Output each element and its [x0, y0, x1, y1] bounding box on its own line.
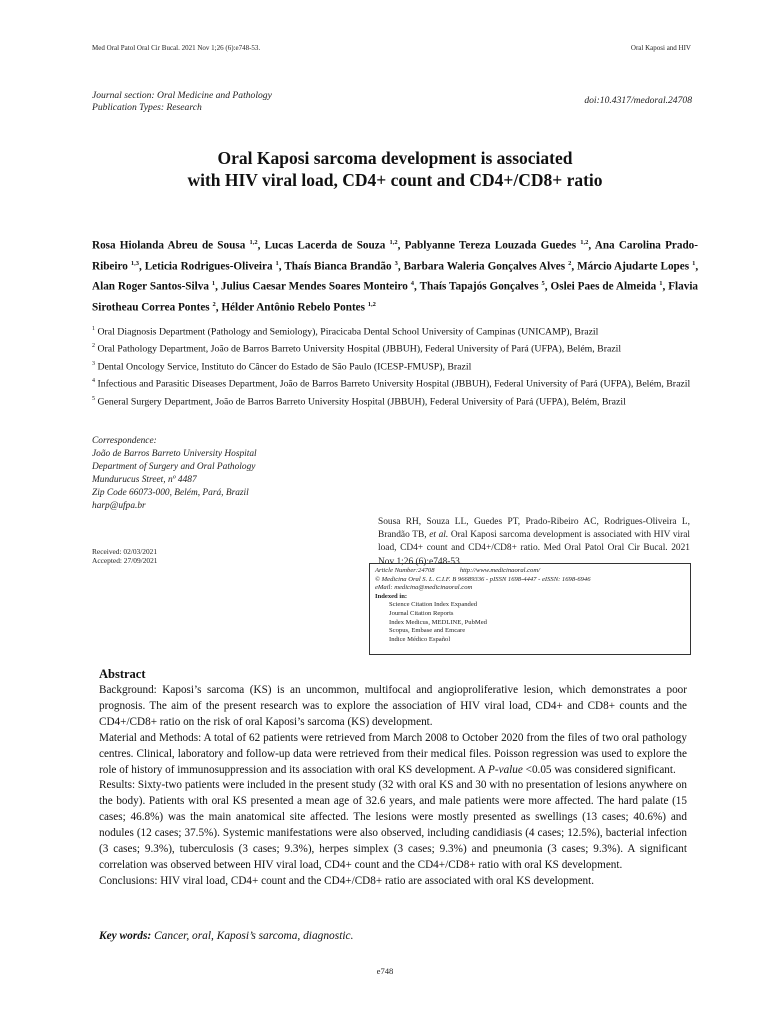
correspondence-line: Zip Code 66073-000, Belém, Pará, Brazil: [92, 488, 249, 499]
keywords-label: Key words:: [99, 930, 152, 942]
publication-type: Publication Types: Research: [92, 101, 202, 113]
index-item: Scopus, Embase and Emcare: [389, 627, 466, 635]
journal-info: [92, 90, 272, 113]
author-affiliation-marker: 1,2: [367, 301, 376, 309]
correspondence-line: João de Barros Barreto University Hospital: [92, 449, 257, 460]
author-list: Rosa Hiolanda Abreu de Sousa $^{1,2}$, Lucas Lacerda de Souza $^{1,2}$, Pablyanne Tereza Louzada Guedes $^{1,2}$, Ana Carolina Prado-Ribeiro $^{1,3}$, Leticia Rodrigues-Oliveira $^1$, Thaís Bianca Brandão $^3$, Barbara Waleria Gonçalves Alves $^2$, Márcio Ajudarte Lopes $^1$, Alan Roger Santos-Silva $^1$, Julius Caesar Mendes Soares Monteiro $^4$, Thaís Tapajós Gonçalves $^5$, Oslei Paes de Almeida $^1$, Flavia Sirotheau Correa Pontes $^2$, Hélder Antônio Rebelo Pontes $^{1,2}$: [92, 239, 699, 314]
correspondence-block: [92, 435, 257, 514]
correspondence-label: Correspondence:: [92, 436, 157, 446]
title-line-2: with HIV viral load, CD4+ count and CD4+/CD8+ ratio: [187, 170, 603, 190]
author-name: Oslei Paes de Almeida: [550, 281, 657, 294]
affiliation-text: Oral Diagnosis Department (Pathology and Semiology), Piracicaba Dental School University of Campinas (UNICAMP), Brazil: [97, 326, 599, 338]
author-name: Lucas Lacerda de Souza: [264, 239, 386, 252]
methods-threshold: <0.05 was considered significant.: [525, 763, 676, 776]
affiliation-item: [92, 392, 698, 409]
author-affiliation-marker: 3: [394, 259, 398, 267]
affiliation-item: [92, 374, 698, 391]
author-name: Hélder Antônio Rebelo Pontes: [221, 301, 365, 314]
citation-etal: et al.: [429, 530, 449, 541]
author-affiliation-marker: 1,3: [130, 259, 139, 267]
author-affiliation-marker: 5: [541, 280, 545, 288]
author-affiliation-marker: 2: [568, 259, 572, 267]
citation-authors: Sousa RH, Souza LL, Guedes PT, Prado-Ribeiro AC, Rodrigues-Oliveira L, Brandão TB,: [378, 517, 690, 541]
accepted-date: Accepted: 27/09/2021: [92, 556, 158, 566]
author-affiliation-marker: 4: [410, 280, 415, 288]
author-affiliation-marker: 1,2: [580, 239, 589, 246]
pvalue-term: P-value: [488, 763, 523, 776]
author-affiliation-marker: 2: [212, 301, 216, 309]
abstract-background: Background: Kaposi’s sarcoma (KS) is an uncommon, multifocal and angioproliferative lesion, which demonstrates a poor prognosis. The aim of the present research was to explore the association of HIV viral load, CD4+ and CD8+ counts and the CD4+/CD8+ ratio on the risk of oral Kaposi’s sarcoma (KS) development.: [99, 684, 687, 728]
affiliation-text: Dental Oncology Service, Instituto do Câncer do Estado de São Paulo (ICESP-FMUSP), Brazil: [97, 361, 472, 373]
indexed-label: Indexed in:: [375, 592, 408, 600]
affiliation-item: [92, 339, 698, 356]
copyright-line: © Medicina Oral S. L. C.I.F. B 96689336 - pISSN 1698-4447 - eISSN: 1698-6946: [375, 575, 591, 583]
abstract-body: [99, 683, 687, 890]
index-item: Indice Médico Español: [389, 635, 451, 643]
affiliation-list: [92, 322, 698, 409]
author-name: Thaís Tapajós Gonçalves: [419, 281, 539, 294]
abstract-conclusions: Conclusions: HIV viral load, CD4+ count and the CD4+/CD8+ ratio are associated with oral KS development.: [99, 874, 595, 887]
author-name: Márcio Ajudarte Lopes: [577, 260, 690, 273]
affiliation-number: 5: [92, 395, 95, 402]
keywords: [99, 930, 353, 942]
author-affiliation-marker: 1: [275, 259, 279, 267]
affiliation-item: [92, 322, 698, 339]
index-item: Index Medicus, MEDLINE, PubMed: [389, 618, 487, 626]
article-title: [92, 147, 698, 191]
author-name: Julius Caesar Mendes Soares Monteiro: [220, 281, 408, 294]
author-name: Flavia Sirotheau Correa Pontes: [92, 281, 699, 314]
author-affiliation-marker: 1,2: [389, 239, 398, 246]
page-number: e748: [376, 966, 394, 976]
author-affiliation-marker: 1: [659, 280, 663, 288]
correspondence-line: Mundurucus Street, nº 4487: [92, 475, 197, 486]
affiliation-number: 1: [92, 326, 95, 332]
affiliation-number: 4: [92, 378, 95, 385]
author-name: Rosa Hiolanda Abreu de Sousa: [92, 239, 246, 252]
index-list: [375, 601, 690, 644]
affiliation-text: Infectious and Parasitic Diseases Department, João de Barros Barreto University Hospital (JBBUH), Federal University of Pará (UFPA), Belém, Brazil: [97, 378, 691, 390]
correspondence-email[interactable]: harp@ufpa.br: [92, 501, 146, 512]
author-name: Leticia Rodrigues-Oliveira: [144, 260, 273, 273]
index-item: Science Citation Index Expanded: [389, 601, 478, 609]
running-header-left: Med Oral Patol Oral Cir Bucal. 2021 Nov 1;26 (6):e748-53.: [92, 44, 261, 52]
author-affiliation-marker: 1,2: [249, 239, 258, 246]
affiliation-number: 3: [92, 360, 95, 367]
methods-text: Material and Methods: A total of 62 patients were retrieved from March 2008 to October 2020 from the files of two oral pathology centres. Clinical, laboratory and follow-up data were retrieved from their medical files. Poisson regression was used to explore the role of history of immunosuppression and its association with oral KS development. A: [99, 731, 687, 776]
citation-block: [378, 516, 690, 569]
author-name: Ana Carolina Prado-Ribeiro: [92, 239, 699, 273]
correspondence-line: Department of Surgery and Oral Pathology: [92, 462, 256, 473]
article-number: Article Number:24708: [375, 567, 435, 574]
author-affiliation-marker: 1: [692, 259, 696, 267]
abstract-heading: Abstract: [99, 667, 146, 681]
author-name: Pablyanne Tereza Louzada Guedes: [404, 239, 577, 252]
affiliation-number: 2: [92, 343, 95, 350]
affiliation-text: Oral Pathology Department, João de Barros Barreto University Hospital (JBBUH), Federal University of Pará (UFPA), Belém, Brazil: [97, 343, 622, 355]
affiliation-item: [92, 357, 698, 374]
journal-url[interactable]: http://www.medicinaoral.com/: [459, 567, 540, 574]
author-name: Alan Roger Santos-Silva: [92, 281, 209, 294]
article-info-box: [369, 563, 691, 655]
journal-email[interactable]: eMail: medicina@medicinaoral.com: [375, 584, 473, 592]
title-line-1: Oral Kaposi sarcoma development is associated: [217, 148, 573, 168]
running-header-right: Oral Kaposi and HIV: [630, 44, 691, 52]
received-date: Received: 02/03/2021: [92, 547, 158, 556]
affiliation-text: General Surgery Department, João de Barros Barreto University Hospital (JBBUH), Federal University of Pará (UFPA), Belém, Brazil: [97, 396, 626, 408]
index-item: Journal Citation Reports: [389, 609, 454, 617]
article-number-row: [375, 567, 690, 576]
abstract-results: Results: Sixty-two patients were included in the present study (32 with oral KS and 30 with no presentation of lesions anywhere on the body). Patients with oral KS presented a mean age of 32.6 years, and male patients were more affected. The hard palate (15 cases; 46.8%) was the main anatomical site affected. The lesions were mostly presented as swellings (13 cases; 40.6%) and nodules (12 cases; 37.5%). Systemic manifestations were also observed, including candidiasis (4 cases; 12.5%), bacterial infection (3 cases; 9.3%), tuberculosis (3 cases; 9.3%), herpes simplex (3 cases; 9.3%) and pneumonia (3 cases; 9.3%). A significant correlation was observed between HIV viral load, CD4+ count and the CD4+/CD8+ ratio with oral KS development.: [99, 779, 687, 871]
keywords-text: Cancer, oral, Kaposi’s sarcoma, diagnostic.: [154, 930, 354, 942]
author-name: Barbara Waleria Gonçalves Alves: [403, 260, 566, 273]
author-name: Thaís Bianca Brandão: [284, 260, 392, 273]
abstract-methods: [99, 731, 687, 779]
author-affiliation-marker: 1: [211, 280, 216, 288]
citation-reference: Oral Kaposi sarcoma development is associated with HIV viral load, CD4+ count and CD4+/CD8+ ratio. Med Oral Patol Oral Cir Bucal. 2021 Nov 1;26 (6):e748-53.: [378, 530, 690, 567]
dates-block: [92, 547, 157, 566]
journal-section: Journal section: Oral Medicine and Pathology: [92, 90, 272, 101]
doi-link[interactable]: doi:10.4317/medoral.24708: [584, 95, 692, 106]
